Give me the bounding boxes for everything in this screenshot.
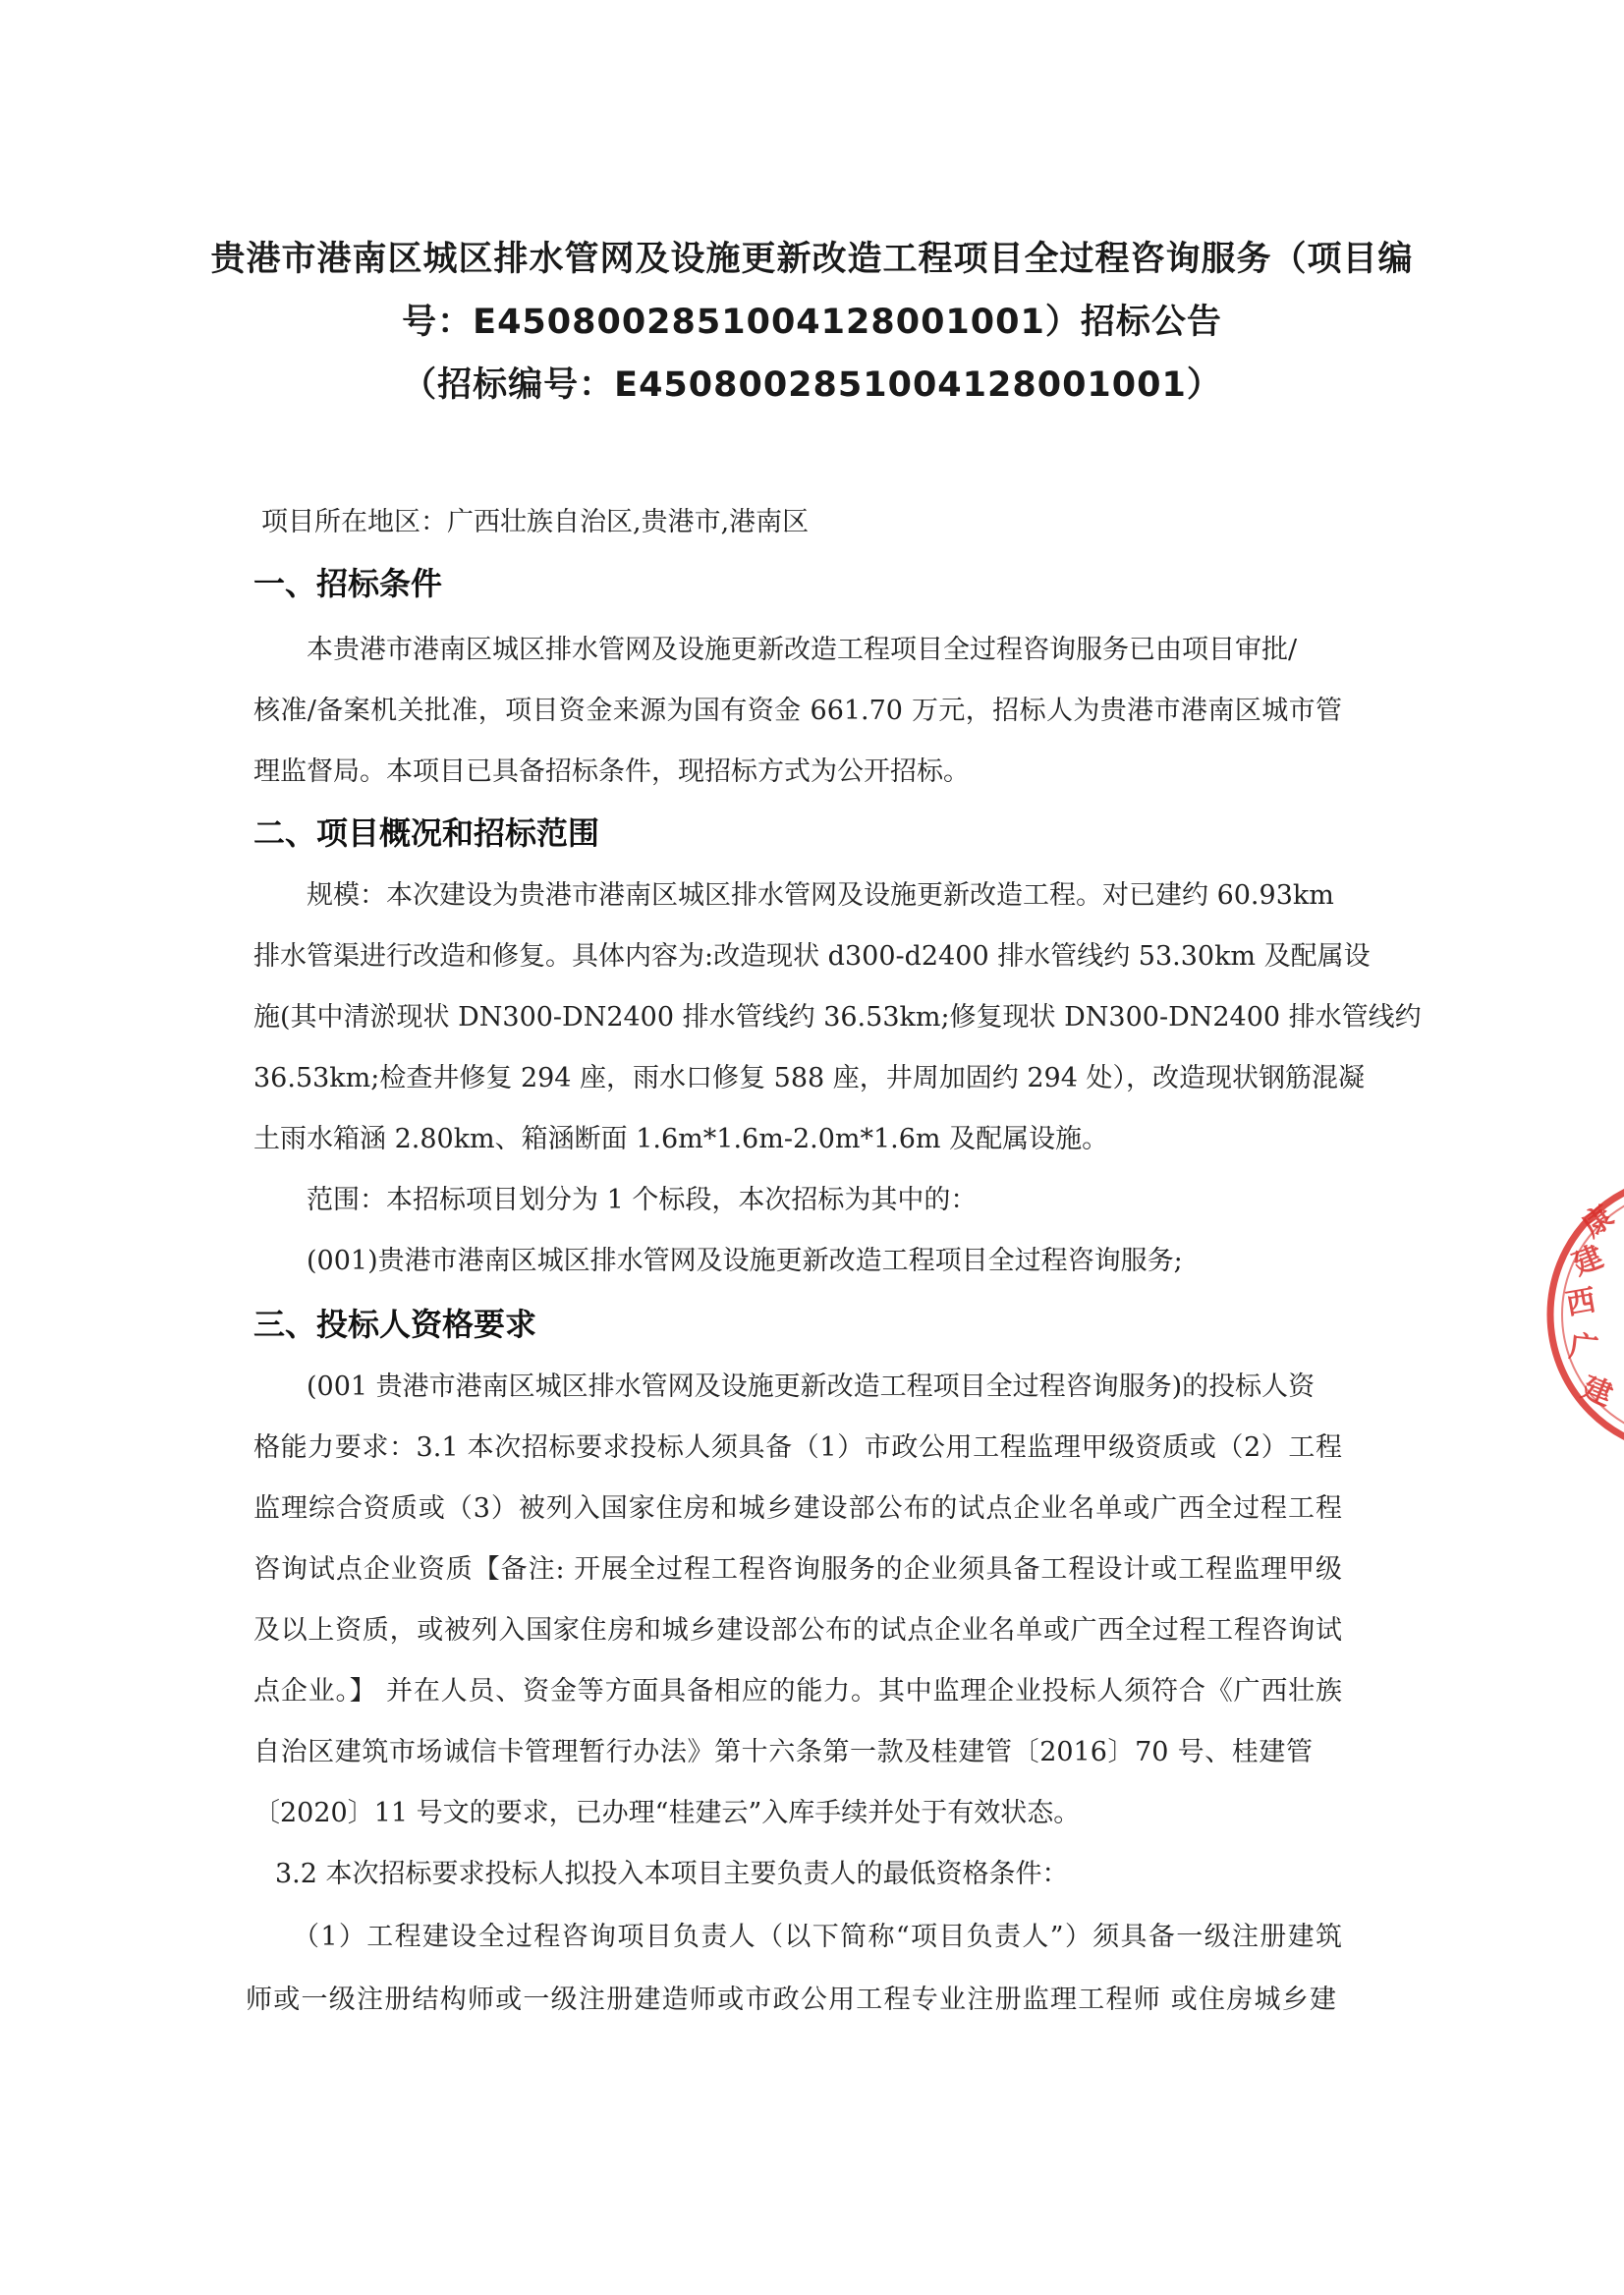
paragraph-line: 排水管渠进行改造和修复。具体内容为:改造现状 d300-d2400 排水管线约 53.30km 及配属设: [253, 941, 1371, 972]
paragraph-line: 本贵港市港南区城区排水管网及设施更新改造工程项目全过程咨询服务已由项目审批/: [307, 635, 1298, 665]
project-location: 项目所在地区：广西壮族自治区,贵港市,港南区: [261, 507, 810, 537]
paragraph-line: 规模：本次建设为贵港市港南区城区排水管网及设施更新改造工程。对已建约 60.93km: [307, 880, 1334, 911]
paragraph-line: (001 贵港市港南区城区排水管网及设施更新改造工程项目全过程咨询服务)的投标人资: [307, 1371, 1316, 1402]
title-line-1: 贵港市港南区城区排水管网及设施更新改造工程项目全过程咨询服务（项目编: [210, 240, 1414, 279]
section-heading-3: 三、投标人资格要求: [253, 1306, 537, 1343]
svg-text:建: 建: [1567, 1239, 1608, 1283]
paragraph-line: 〔2020〕11 号文的要求，已办理“桂建云”入库手续并处于有效状态。: [253, 1798, 1081, 1828]
paragraph-line: 3.2 本次招标要求投标人拟投入本项目主要负责人的最低资格条件：: [275, 1859, 1069, 1889]
paragraph-line: 施(其中清淤现状 DN300-DN2400 排水管线约 36.53km;修复现状 DN300-DN2400 排水管线约: [253, 1002, 1422, 1033]
paragraph-line: 理监督局。本项目已具备招标条件，现招标方式为公开招标。: [253, 756, 970, 787]
paragraph-line: 师或一级注册结构师或一级注册建造师或市政公用工程专业注册监理工程师 或住房城乡建: [246, 1985, 1336, 2015]
section-heading-2: 二、项目概况和招标范围: [253, 814, 600, 852]
svg-text:建: 建: [1577, 1370, 1617, 1414]
paragraph-line: 核准/备案机关批准，项目资金来源为国有资金 661.70 万元，招标人为贵港市港南区城市管: [253, 696, 1342, 726]
paragraph-line: 点企业。】 并在人员、资金等方面具备相应的能力。其中监理企业投标人须符合《广西壮族: [253, 1676, 1342, 1707]
paragraph-line: 及以上资质，或被列入国家住房和城乡建设部公布的试点企业名单或广西全过程工程咨询试: [253, 1615, 1342, 1646]
notice-title: [196, 228, 1428, 417]
paragraph-line: 范围：本招标项目划分为 1 个标段，本次招标为其中的：: [307, 1185, 978, 1215]
official-seal: [1521, 1167, 1624, 1462]
section-heading-1: 一、招标条件: [253, 565, 443, 602]
paragraph-line: 自治区建筑市场诚信卡管理暂行办法》第十六条第一款及桂建管〔2016〕70 号、桂建管: [253, 1737, 1313, 1767]
paragraph-line: 咨询试点企业资质【备注: 开展全过程工程咨询服务的企业须具备工程设计或工程监理甲级: [253, 1554, 1342, 1585]
svg-text:广: 广: [1567, 1329, 1600, 1368]
paragraph-line: 土雨水箱涵 2.80km、箱涵断面 1.6m*1.6m-2.0m*1.6m 及配属设施。: [253, 1124, 1109, 1154]
title-line-2: 号：E4508002851004128001001）招标公告: [402, 303, 1222, 342]
paragraph-line: （1）工程建设全过程咨询项目负责人（以下简称“项目负责人”）须具备一级注册建筑: [293, 1922, 1342, 1952]
paragraph-line: 36.53km;检查井修复 294 座，雨水口修复 588 座，井周加固约 294 处），改造现状钢筋混凝: [253, 1063, 1365, 1093]
title-line-3: （招标编号：E4508002851004128001001）: [402, 365, 1222, 405]
seal-stamp-icon: [1521, 1167, 1624, 1462]
svg-text:康: 康: [1576, 1199, 1620, 1245]
paragraph-line: (001)贵港市港南区城区排水管网及设施更新改造工程项目全过程咨询服务;: [307, 1246, 1183, 1276]
svg-text:西: 西: [1563, 1283, 1598, 1322]
paragraph-line: 监理综合资质或（3）被列入国家住房和城乡建设部公布的试点企业名单或广西全过程工程: [253, 1493, 1342, 1524]
paragraph-line: 格能力要求：3.1 本次招标要求投标人须具备（1）市政公用工程监理甲级资质或（2）工程: [253, 1432, 1342, 1463]
